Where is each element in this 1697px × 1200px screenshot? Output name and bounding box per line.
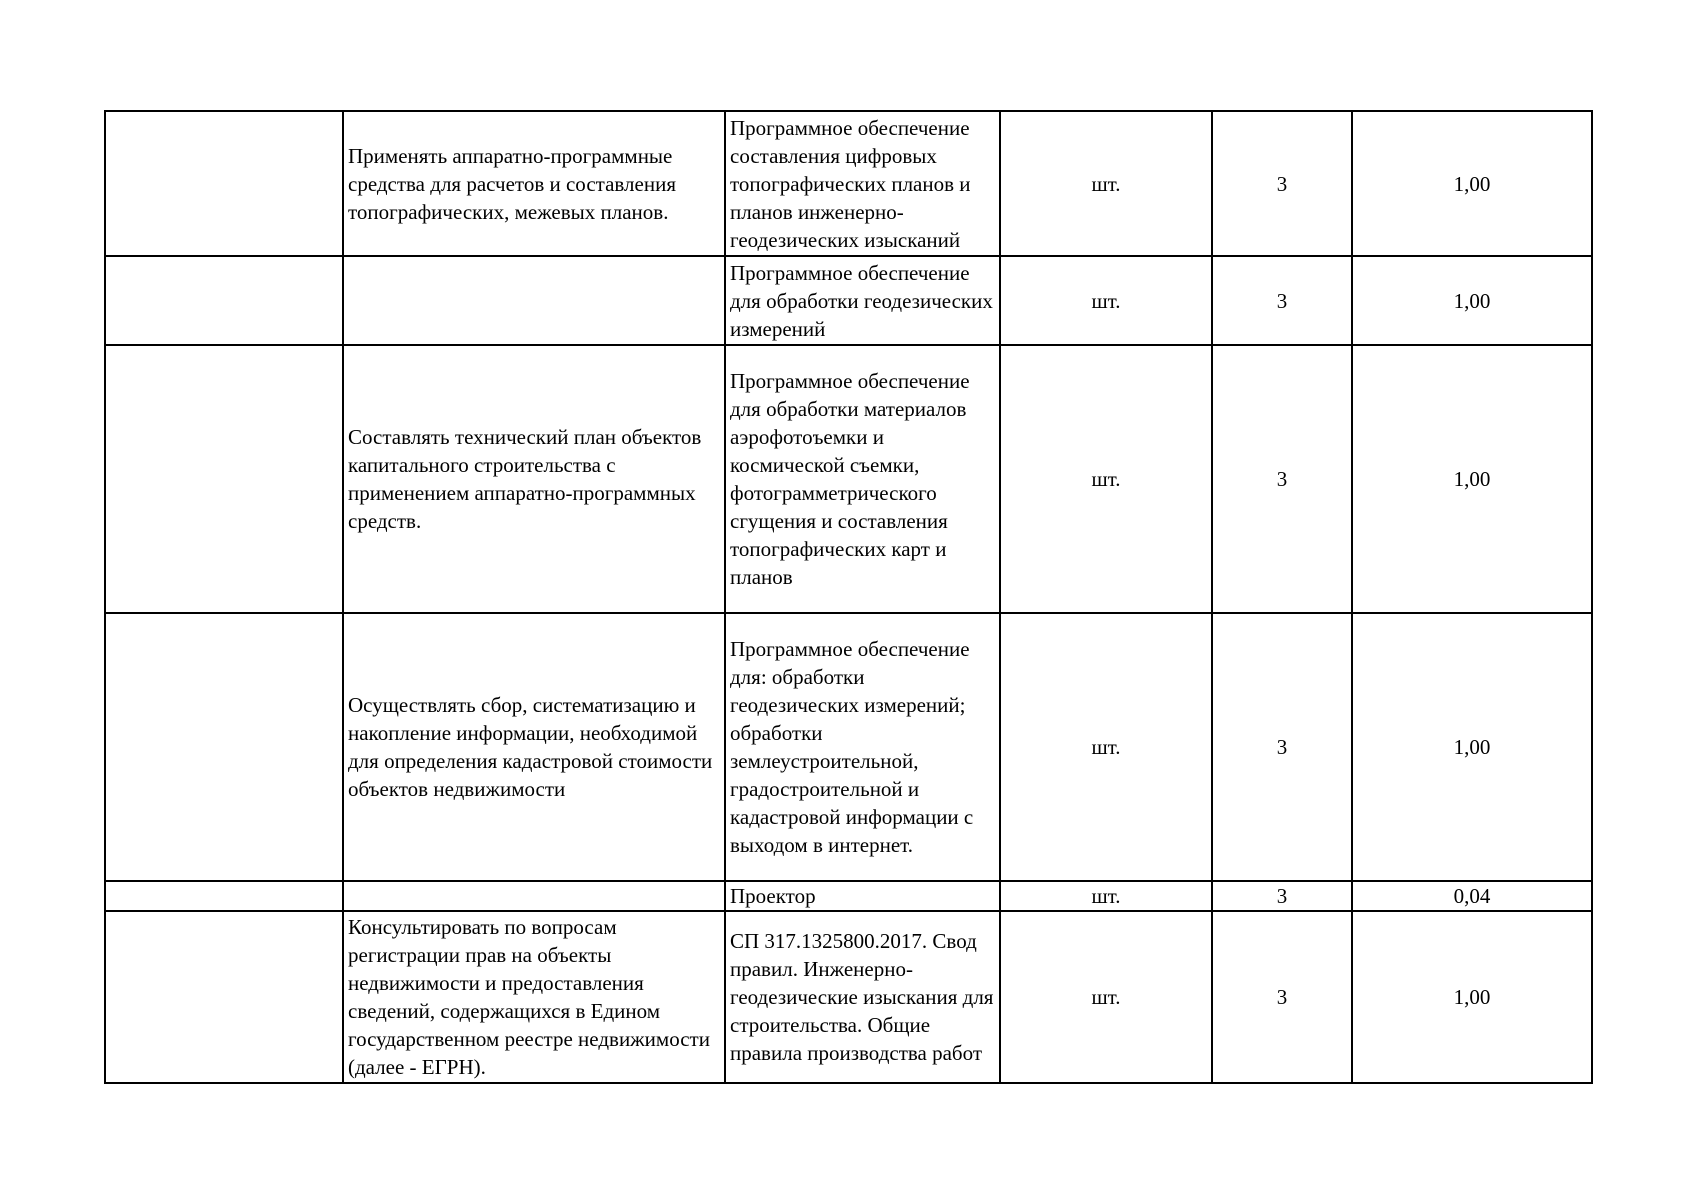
cell-resource: Программное обеспечение для обработки материалов аэрофотоъемки и космической съемки, фотограмметрического сгущения и составления топографических карт и планов [725, 345, 1000, 613]
cell-skill: Осуществлять сбор, систематизацию и накопление информации, необходимой для определения кадастровой стоимости объектов недвижимости [343, 613, 725, 881]
cell-unit: шт. [1000, 881, 1212, 911]
cell-skill: Составлять технический план объектов капитального строительства с применением аппаратно-программных средств. [343, 345, 725, 613]
cell-coefficient: 1,00 [1352, 613, 1592, 881]
cell-coefficient: 1,00 [1352, 911, 1592, 1083]
cell-unit: шт. [1000, 911, 1212, 1083]
cell-quantity: 3 [1212, 111, 1352, 256]
table-row [105, 881, 1592, 911]
cell-unit: шт. [1000, 111, 1212, 256]
cell-blank [105, 111, 343, 256]
table-row [105, 256, 1592, 345]
cell-resource: Программное обеспечение для обработки геодезических измерений [725, 256, 1000, 345]
cell-skill: Консультировать по вопросам регистрации прав на объекты недвижимости и предоставления сведений, содержащихся в Едином государственном реестре недвижимости (далее - ЕГРН). [343, 911, 725, 1083]
cell-skill: Применять аппаратно-программные средства для расчетов и составления топографических, межевых планов. [343, 111, 725, 256]
cell-unit: шт. [1000, 256, 1212, 345]
cell-quantity: 3 [1212, 881, 1352, 911]
cell-quantity: 3 [1212, 911, 1352, 1083]
cell-coefficient: 1,00 [1352, 111, 1592, 256]
cell-quantity: 3 [1212, 613, 1352, 881]
cell-unit: шт. [1000, 345, 1212, 613]
cell-coefficient: 0,04 [1352, 881, 1592, 911]
table-row [105, 613, 1592, 881]
cell-coefficient: 1,00 [1352, 256, 1592, 345]
cell-skill [343, 881, 725, 911]
table-row [105, 345, 1592, 613]
cell-quantity: 3 [1212, 256, 1352, 345]
cell-blank [105, 613, 343, 881]
cell-quantity: 3 [1212, 345, 1352, 613]
cell-resource: Программное обеспечение составления цифровых топографических планов и планов инженерно-геодезических изысканий [725, 111, 1000, 256]
cell-resource: Проектор [725, 881, 1000, 911]
cell-blank [105, 881, 343, 911]
table-row [105, 911, 1592, 1083]
cell-coefficient: 1,00 [1352, 345, 1592, 613]
cell-blank [105, 911, 343, 1083]
cell-resource: СП 317.1325800.2017. Свод правил. Инженерно-геодезические изыскания для строительства. Общие правила производства работ [725, 911, 1000, 1083]
cell-resource: Программное обеспечение для: обработки геодезических измерений; обработки землеустроительной, градостроительной и кадастровой информации с выходом в интернет. [725, 613, 1000, 881]
equipment-table [104, 110, 1593, 1084]
cell-skill [343, 256, 725, 345]
table-row [105, 111, 1592, 256]
cell-blank [105, 256, 343, 345]
cell-unit: шт. [1000, 613, 1212, 881]
cell-blank [105, 345, 343, 613]
